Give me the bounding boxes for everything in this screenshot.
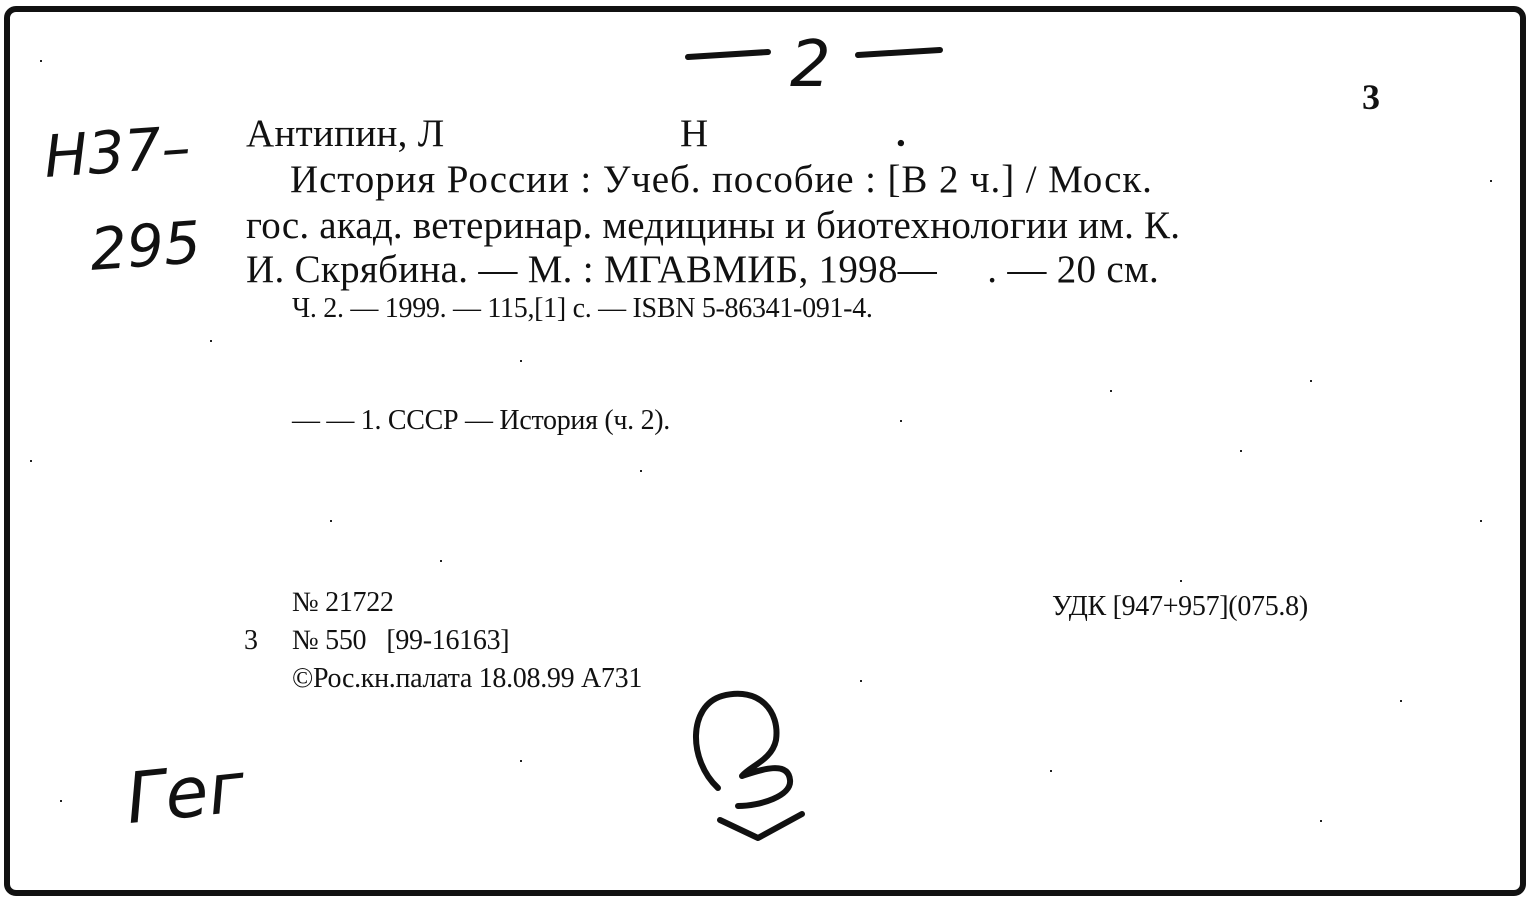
handwritten-note: Гег <box>122 746 249 840</box>
book-chamber-line: ©Рос.кн.палата 18.08.99 А731 <box>292 663 643 694</box>
subject-line: — — 1. СССР — История (ч. 2). <box>292 405 671 436</box>
part-line: Ч. 2. — 1999. — 115,[1] с. — ISBN 5-86341-091-4. <box>292 293 873 324</box>
copies-count: 3 <box>244 625 258 656</box>
call-number-line2: 295 <box>87 208 203 284</box>
description-line: И. Скрябина. — М. : МГАВМИБ, 1998— . — 20 см. <box>246 248 1160 291</box>
dash-left-stroke <box>688 52 768 57</box>
author-initial: Н <box>680 112 709 155</box>
description-line: История России : Учеб. пособие : [В 2 ч.] / Моск. <box>290 158 1153 201</box>
description-line: гос. акад. ветеринар. медицины и биотехнологии им. К. <box>246 204 1181 247</box>
dash-right-stroke <box>858 50 940 55</box>
order-line: № 550 [99-16163] <box>292 625 510 656</box>
page-mark-handwritten: 2 <box>790 28 831 102</box>
corner-number: 3 <box>1362 77 1380 117</box>
udc-index: УДК [947+957](075.8) <box>1052 591 1308 622</box>
call-number-line1: Н37– <box>41 112 193 192</box>
scribble-mark <box>696 694 802 838</box>
heading-dot: . <box>896 112 907 155</box>
record-number: № 21722 <box>292 587 394 618</box>
author-heading: Антипин, Л <box>246 112 445 155</box>
